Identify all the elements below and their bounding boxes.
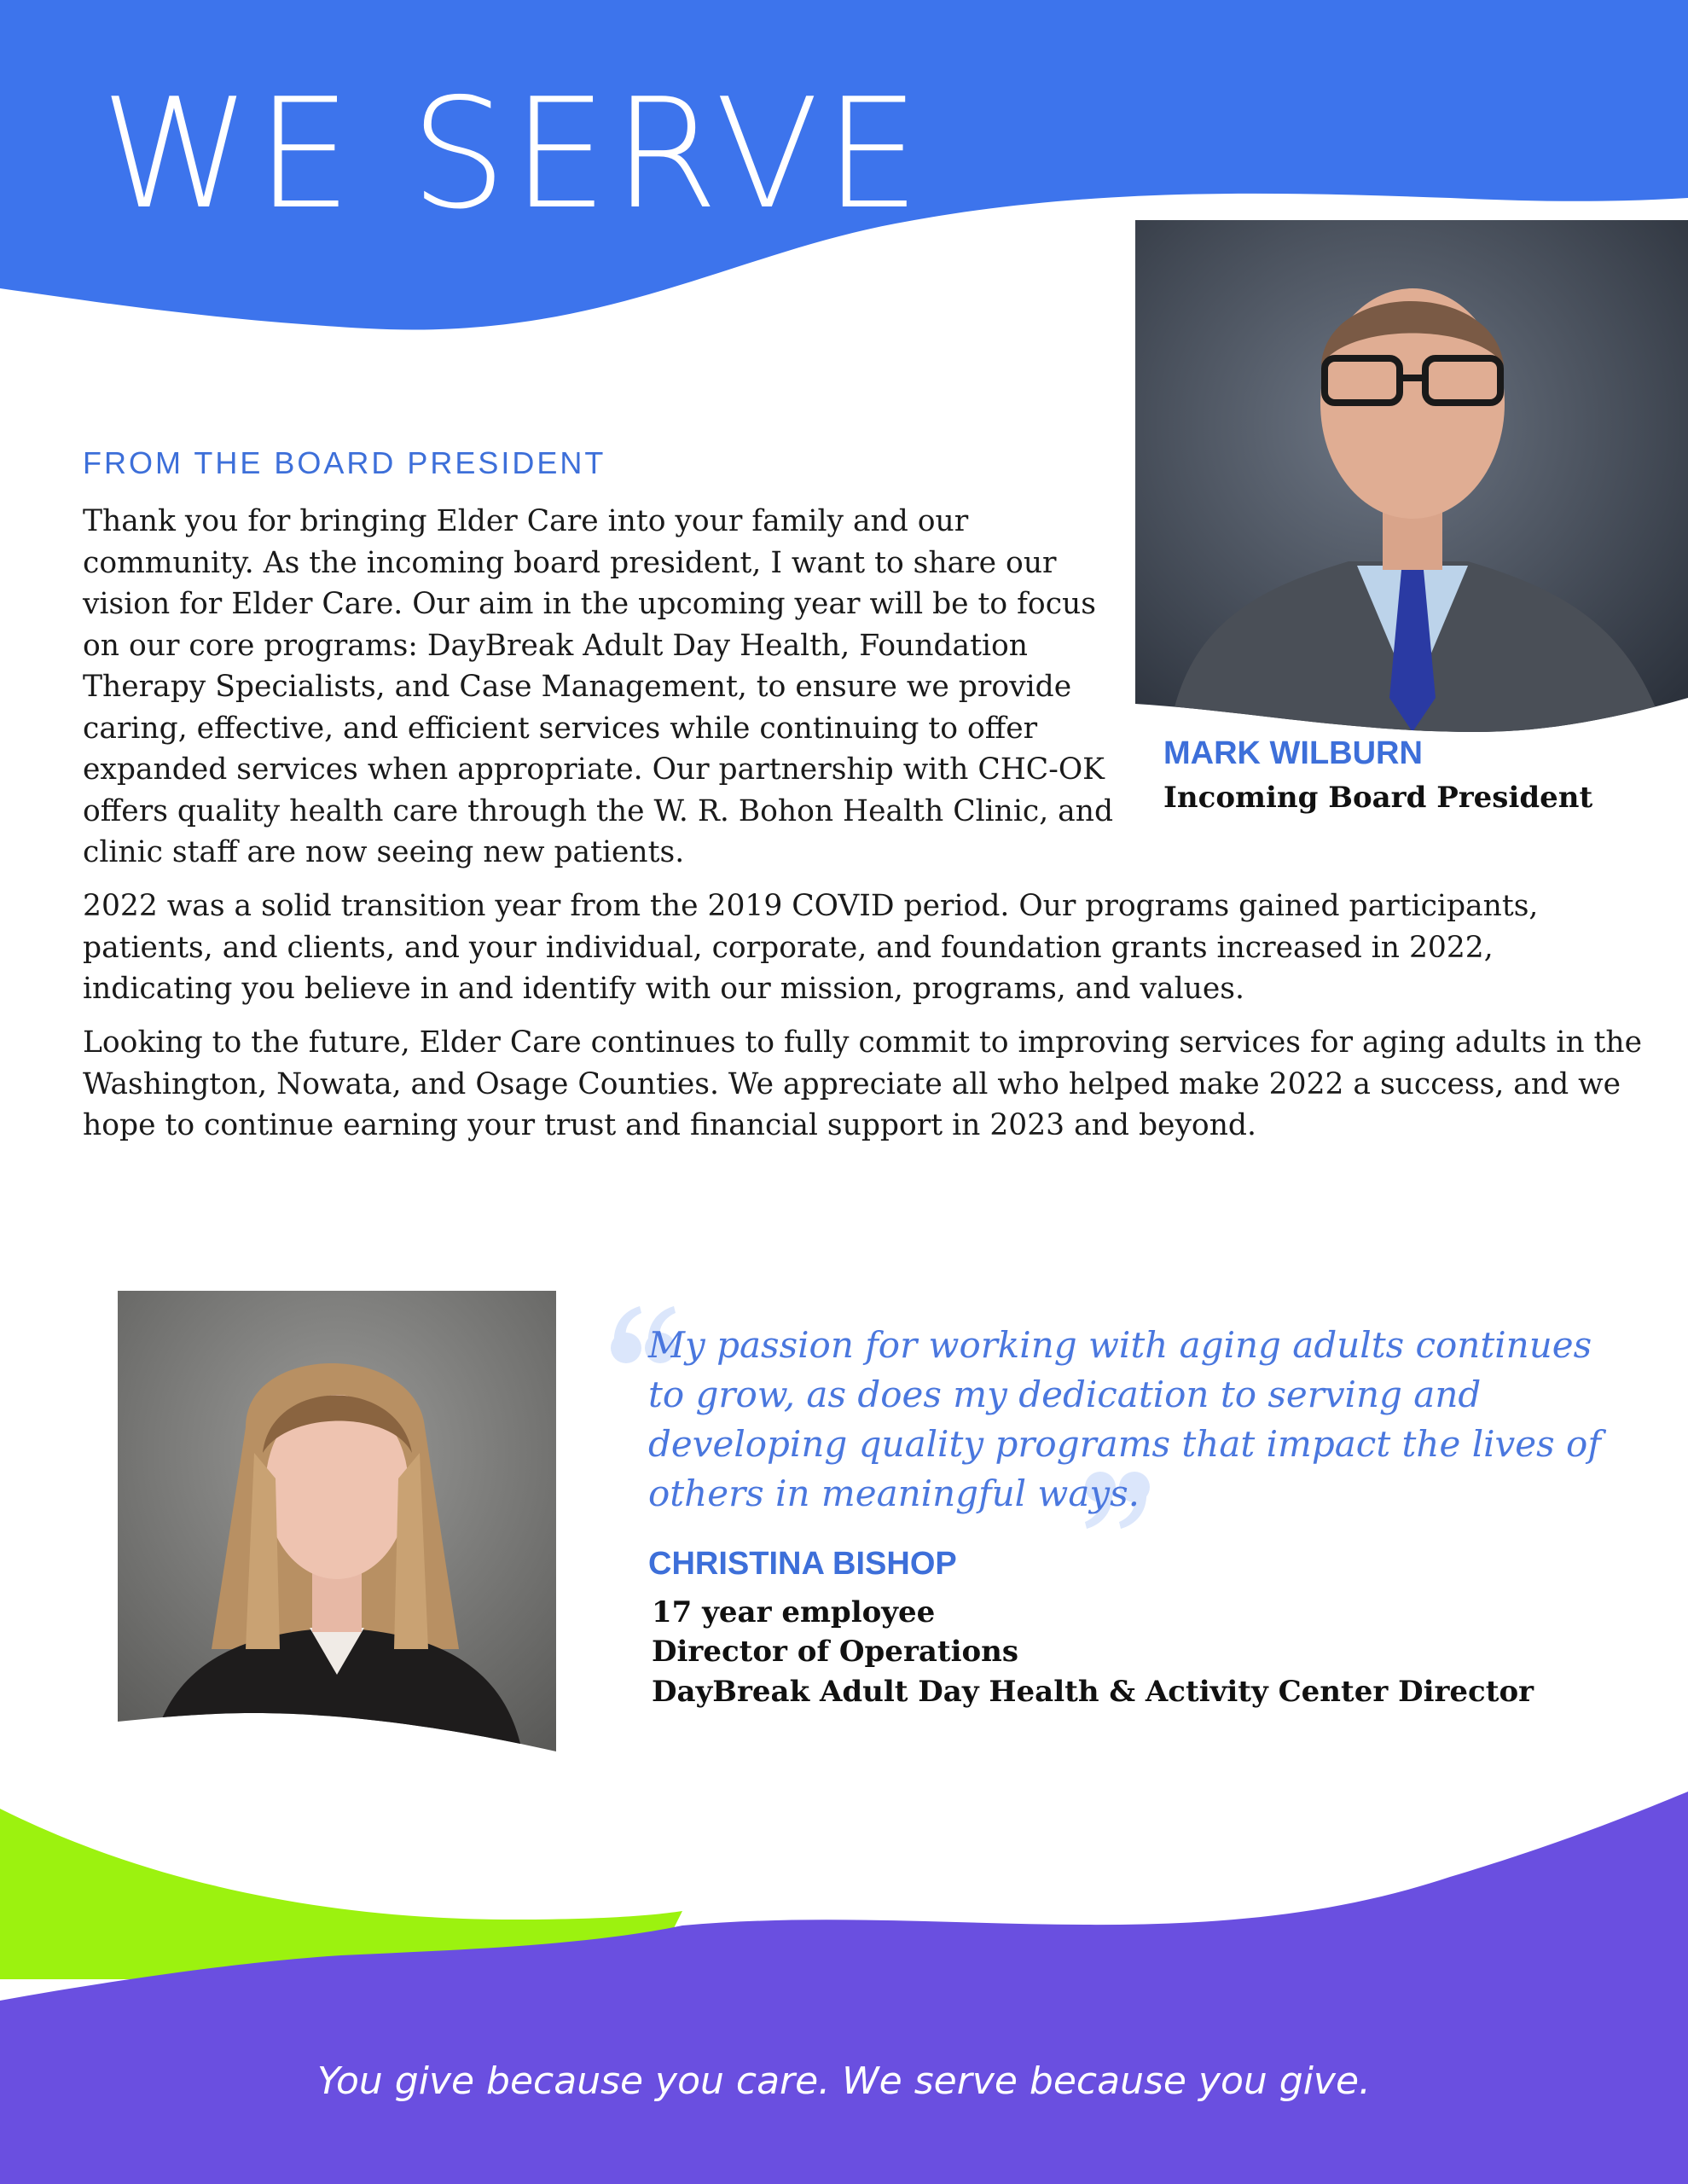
footer-tagline: You give because you care. We serve because you give. (316, 2059, 1372, 2103)
employee-program-role: DayBreak Adult Day Health & Activity Center Director (652, 1675, 1534, 1709)
page-title: WE SERVE (101, 66, 925, 242)
paragraph-future: Looking to the future, Elder Care continues to fully commit to improving services for aging adults in the Washington, Nowata, and Osage Counties. We appreciate all who helped make 2022 a success, and we hope to continue earning your trust and financial support in 2023 and beyond. (83, 1025, 1643, 1142)
testimonial-quote: My passion for working with aging adults continues to grow, as does my dedication to serving and developing quality programs that impact the lives of others in meaningful ways. (648, 1324, 1601, 1514)
paragraph-transition-year: 2022 was a solid transition year from the 2019 COVID period. Our programs gained participants, patients, and clients, and your individual, corporate, and foundation grants increased in 2022, indicating you believe in and identify with our mission, programs, and values. (83, 889, 1539, 1006)
employee-photo (118, 1291, 556, 1751)
footer-wave (0, 1774, 1688, 2184)
board-president-role: Incoming Board President (1163, 781, 1593, 815)
intro-paragraph: Thank you for bringing Elder Care into your family and our community. As the incoming board president, I want to share our vision for Elder Care. Our aim in the upcoming year will be to focus on our core programs: DayBreak Adult Day Health, Foundation Therapy Specialists, and Case Management, to ensure we provide caring, effective, and efficient services while continuing to offer expanded services when appropriate. Our partnership with CHC-OK offers quality health care through the W. R. Bohon Health Clinic, and clinic staff are now seeing new patients. (83, 504, 1114, 869)
employee-title: Director of Operations (652, 1635, 1019, 1669)
employee-name: CHRISTINA BISHOP (648, 1546, 957, 1582)
board-president-photo (1135, 220, 1688, 732)
employee-tenure: 17 year employee (652, 1595, 936, 1629)
section-heading: FROM THE BOARD PRESIDENT (83, 445, 606, 480)
board-president-name: MARK WILBURN (1163, 735, 1423, 771)
